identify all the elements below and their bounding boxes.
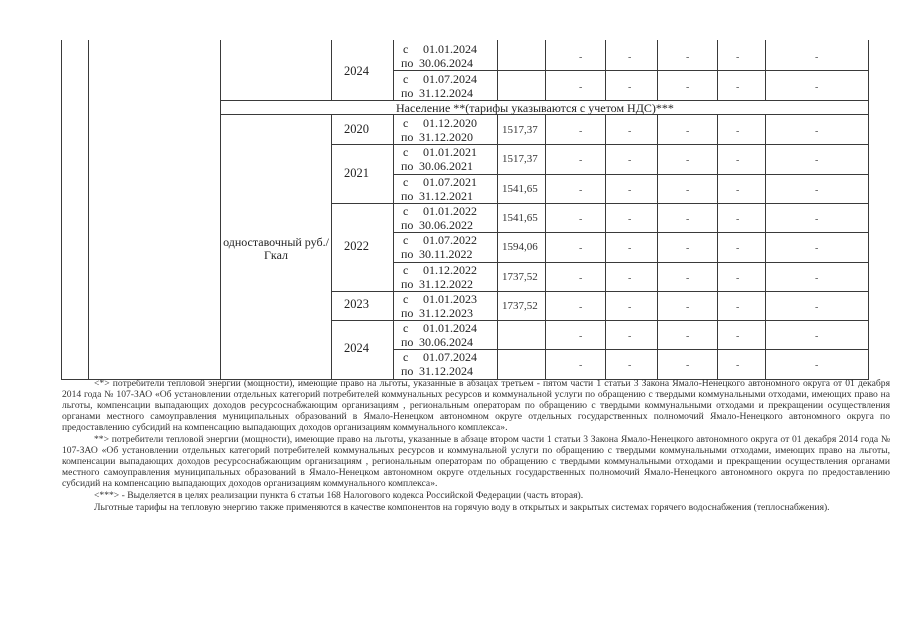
table-rule xyxy=(331,144,397,145)
period-to-prefix: по xyxy=(401,159,414,174)
year-label: 2022 xyxy=(344,238,369,253)
dash-cell: - xyxy=(736,360,740,372)
table-rule xyxy=(657,115,658,379)
dash-cell: - xyxy=(628,272,632,284)
period-to: 31.12.2020 xyxy=(419,130,473,144)
year-label: 2021 xyxy=(344,165,369,180)
dash-cell: - xyxy=(815,184,819,196)
footnote: <*> потребители тепловой энергии (мощности), имеющие право на льготы, указанные в абзацах третьем - пятом части 1 статьи 3 Закона Ямало-Ненецкого автономного округа от 01 декабря 2014 года № 107-ЗАО «Об установлении отдельных категорий потребителей коммунальных ресурсов и коммунальной услуги по обращению с твердыми коммунальными отходами, имеющих право на льготы, компенсации выпадающих доходов ресурсоснабжающим организациям , региональным операторам по обращению с твердыми коммунальными отходами и прекращении осуществления органами местного самоуправления муниципальных образований в Ямало-Ненецком автономном округе отдельных государственных полномочий Ямало-Ненецкого автономного округа по предоставлению субсидий на компенсацию выпадающих доходов организациям коммунального комплекса». xyxy=(62,378,890,433)
period-to: 31.12.2021 xyxy=(419,188,473,203)
period-from-prefix: с xyxy=(403,350,409,365)
period-to: 31.12.2024 xyxy=(419,86,473,100)
table-rule xyxy=(393,115,394,379)
top-year: 2024 xyxy=(344,64,369,78)
period-from: 01.07.2024 xyxy=(423,72,477,86)
tariff-value: 1737,52 xyxy=(502,299,538,312)
table-rule xyxy=(765,40,766,100)
period-to-prefix: по xyxy=(401,335,414,350)
tariff-value: 1541,65 xyxy=(502,182,538,195)
period-to-prefix: по xyxy=(401,86,414,100)
dash-cell: - xyxy=(579,82,583,93)
dash-cell: - xyxy=(686,155,690,167)
table-rule xyxy=(331,291,397,292)
dash-cell: - xyxy=(736,52,740,63)
tariff-value: 1594,06 xyxy=(502,241,538,254)
dash-cell: - xyxy=(736,184,740,196)
period-from-prefix: с xyxy=(403,291,409,306)
period-to-prefix: по xyxy=(401,247,414,262)
year-label: 2024 xyxy=(344,341,369,356)
table-rule xyxy=(393,320,869,321)
dash-cell: - xyxy=(628,126,632,137)
footnotes xyxy=(62,378,890,514)
period-from-prefix: с xyxy=(403,262,409,277)
year-label: 2020 xyxy=(344,121,369,136)
table-rule xyxy=(393,232,869,233)
dash-cell: - xyxy=(736,301,740,313)
table-rule xyxy=(605,40,606,100)
table-rule xyxy=(717,40,718,100)
dash-cell: - xyxy=(579,155,583,167)
period-from-prefix: с xyxy=(403,145,409,160)
dash-cell: - xyxy=(815,243,819,255)
period-from-prefix: с xyxy=(403,174,409,189)
period-to-prefix: по xyxy=(401,217,414,232)
period-from: 01.01.2022 xyxy=(423,203,477,218)
period-from: 01.01.2023 xyxy=(423,291,477,306)
year-label: 2023 xyxy=(344,297,369,312)
period-to: 30.11.2022 xyxy=(419,247,473,262)
dash-cell: - xyxy=(686,213,690,225)
dash-cell: - xyxy=(686,82,690,93)
dash-cell: - xyxy=(736,272,740,284)
dash-cell: - xyxy=(686,52,690,63)
tariff-value: 1517,37 xyxy=(502,153,538,166)
tariff-value: 1737,52 xyxy=(502,270,538,283)
tariff-value: 1541,65 xyxy=(502,211,538,224)
period-to: 31.12.2024 xyxy=(419,364,473,379)
dash-cell: - xyxy=(736,243,740,255)
table-rule xyxy=(545,40,546,100)
period-from: 01.01.2021 xyxy=(423,145,477,160)
table-rule xyxy=(497,115,498,379)
dash-cell: - xyxy=(686,126,690,137)
table-rule xyxy=(393,174,869,175)
dash-cell: - xyxy=(579,272,583,284)
dash-cell: - xyxy=(579,243,583,255)
dash-cell: - xyxy=(686,272,690,284)
period-to: 30.06.2022 xyxy=(419,217,473,232)
dash-cell: - xyxy=(815,301,819,313)
table-rule xyxy=(393,144,869,145)
dash-cell: - xyxy=(628,184,632,196)
section-header: Население **(тарифы указываются с учетом НДС)*** xyxy=(396,101,674,115)
period-from-prefix: с xyxy=(403,233,409,248)
dash-cell: - xyxy=(628,360,632,372)
dash-cell: - xyxy=(686,331,690,343)
period-from: 01.07.2022 xyxy=(423,233,477,248)
period-from: 01.12.2020 xyxy=(423,116,477,130)
dash-cell: - xyxy=(736,126,740,137)
table-rule xyxy=(545,115,546,379)
period-from: 01.12.2022 xyxy=(423,262,477,277)
dash-cell: - xyxy=(628,243,632,255)
table-rule xyxy=(393,262,869,263)
dash-cell: - xyxy=(815,82,819,93)
dash-cell: - xyxy=(815,155,819,167)
dash-cell: - xyxy=(686,243,690,255)
dash-cell: - xyxy=(815,52,819,63)
period-from-prefix: с xyxy=(403,321,409,336)
dash-cell: - xyxy=(686,360,690,372)
dash-cell: - xyxy=(579,126,583,137)
dash-cell: - xyxy=(686,184,690,196)
table-rule xyxy=(717,115,718,379)
dash-cell: - xyxy=(628,52,632,63)
period-to: 31.12.2023 xyxy=(419,305,473,320)
dash-cell: - xyxy=(579,360,583,372)
footnote: <***> - Выделяется в целях реализации пункта 6 статьи 168 Налогового кодекса Российской Федерации (часть вторая). xyxy=(94,490,584,501)
dash-cell: - xyxy=(686,301,690,313)
dash-cell: - xyxy=(736,155,740,167)
dash-cell: - xyxy=(628,301,632,313)
table-rule xyxy=(393,349,869,350)
period-from: 01.01.2024 xyxy=(423,321,477,336)
period-to-prefix: по xyxy=(401,130,414,144)
period-to-prefix: по xyxy=(401,276,414,291)
dash-cell: - xyxy=(579,331,583,343)
footnote: Льготные тарифы на тепловую энергию также применяются в качестве компонентов на горячую воду в открытых и закрытых системах горячего водоснабжения (теплоснабжения). xyxy=(94,502,830,513)
table-rule xyxy=(331,320,397,321)
unit-label: одноставочный руб./Гкал xyxy=(223,235,329,262)
dash-cell: - xyxy=(815,213,819,225)
period-from: 01.07.2021 xyxy=(423,174,477,189)
period-to-prefix: по xyxy=(401,305,414,320)
dash-cell: - xyxy=(579,52,583,63)
dash-cell: - xyxy=(579,184,583,196)
period-from: 01.01.2024 xyxy=(423,42,477,56)
period-to-prefix: по xyxy=(401,56,414,70)
dash-cell: - xyxy=(628,213,632,225)
dash-cell: - xyxy=(815,360,819,372)
table-rule xyxy=(331,203,397,204)
dash-cell: - xyxy=(628,331,632,343)
dash-cell: - xyxy=(815,272,819,284)
period-to-prefix: по xyxy=(401,188,414,203)
period-to: 30.06.2021 xyxy=(419,159,473,174)
dash-cell: - xyxy=(579,301,583,313)
table-rule xyxy=(393,203,869,204)
period-from-prefix: с xyxy=(403,116,409,130)
period-from-prefix: с xyxy=(403,203,409,218)
period-from-prefix: с xyxy=(403,42,409,56)
period-from: 01.07.2024 xyxy=(423,350,477,365)
dash-cell: - xyxy=(815,331,819,343)
period-to: 30.06.2024 xyxy=(419,335,473,350)
dash-cell: - xyxy=(736,82,740,93)
period-from-prefix: с xyxy=(403,72,409,86)
period-to: 30.06.2024 xyxy=(419,56,473,70)
tariff-value: 1517,37 xyxy=(502,124,538,136)
dash-cell: - xyxy=(628,82,632,93)
table-rule xyxy=(393,291,869,292)
dash-cell: - xyxy=(815,126,819,137)
dash-cell: - xyxy=(736,213,740,225)
table-rule xyxy=(605,115,606,379)
period-to-prefix: по xyxy=(401,364,414,379)
table-rule xyxy=(657,40,658,100)
dash-cell: - xyxy=(579,213,583,225)
table-rule xyxy=(765,115,766,379)
period-to: 31.12.2022 xyxy=(419,276,473,291)
footnote: **> потребители тепловой энергии (мощности), имеющие право на льготы, указанные в абзаце втором части 1 статьи 3 Закона Ямало-Ненецкого автономного округа от 01 декабря 2014 года № 107-ЗАО «Об установлении отдельных категорий потребителей коммунальных ресурсов и коммунальной услуги по обращению с твердыми коммунальными отходами, имеющих право на льготы, компенсации выпадающих доходов ресурсоснабжающим организациям , региональным операторам по обращению с твердыми коммунальными отходами и прекращении осуществления органами местного самоуправления муниципальных образований в Ямало-Ненецком автономном округе отдельных государственных полномочий Ямало-Ненецкого автономного округа по предоставлению субсидий на компенсацию выпадающих доходов организациям коммунального комплекса». xyxy=(62,434,890,489)
dash-cell: - xyxy=(628,155,632,167)
table-rule xyxy=(331,115,332,379)
dash-cell: - xyxy=(736,331,740,343)
